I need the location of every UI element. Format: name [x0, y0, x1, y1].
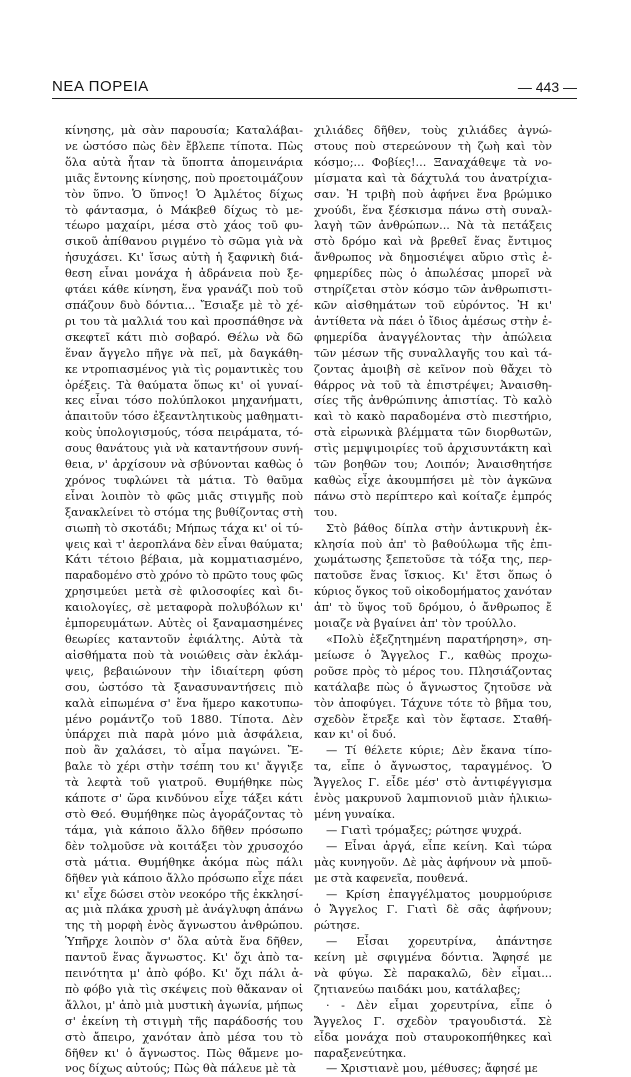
text-line: δὲν τολμοῦσε νὰ κοιτάξει τὸν χρυσοχόο [65, 839, 303, 853]
text-line: φτάει κάθε κίνηση, ἕνα γρανάζι ποὺ τοῦ [65, 283, 303, 297]
text-line: ἐμπορευμάτων. Αὐτὲς οἱ ξαναμασημένες [65, 617, 303, 631]
text-line: νος δίχως αὐτούς; Πὼς θὰ πάλευε μὲ τὰ [65, 1062, 297, 1076]
text-line: σαν. Ἡ τριβὴ ποὺ ἀφήνει ἕνα βρώμικο [314, 187, 552, 201]
text-line: ζητιανεύω παιδάκι μου, κατάλαβες; [314, 982, 521, 996]
text-line: — Εἶσαι χορευτρίνα, ἀπάντησε [326, 935, 552, 949]
text-line: ἑνὸς μακρυνοῦ λαμπιονιοῦ μιὰν ἠλικιω- [314, 792, 552, 806]
text-line: ἡσυχάσει. Κι' ἴσως αὐτὴ ἡ ξαφνικὴ διά- [65, 251, 303, 265]
text-line: ὀρέξεις. Τὰ θαύματα ὅπως κι' οἱ γυναί- [65, 378, 303, 392]
text-line: ποὺ ἂν χαλάσει, τὸ αἷμα παγώνει. Ἔ- [65, 744, 303, 758]
text-line: κι' εἶχε δώσει στὸν νεοκόρο τῆς ἐκκλησί- [65, 887, 303, 901]
text-line: Ἄγγελος Γ. εἶδε μέσ' στὸ ἀντιφέγγισμα [314, 776, 552, 790]
text-line: σικοῦ ἀπίθανου ριγμένο τὸ σῶμα γιὰ νὰ [65, 235, 303, 249]
text-line: στὶς μεμψιμοιρίες τοῦ ἀρχισυντάκτη καὶ [314, 442, 552, 456]
text-line: Ἄγγελος Γ. σχεδὸν τραγουδιστά. Σὲ [314, 1014, 552, 1028]
text-line: φημερίδες πὼς ὁ ἀπωλέσας μπορεῖ νὰ [314, 267, 552, 281]
text-line: ρώτησε. [314, 919, 361, 933]
text-line: καὶ τὸ κακὸ παραδομένα στὸ πιεστήριο, [314, 410, 552, 424]
text-line: «Πολὺ ἐξεζητημένη παρατήρηση», ση- [326, 633, 552, 646]
text-line: ἕναν ἄγγελο πῆγε νὰ πεῖ, μὰ δαγκάθη- [65, 346, 303, 360]
text-line: νε ὡστόσο πὼς δὲν ἔβλεπε τίποτα. Πὼς [65, 139, 303, 153]
text-line: μένο ρομάντζο τοῦ 1880. Τίποτα. Δὲν [65, 712, 303, 726]
text-line: στὰ μάτια. Θυμήθηκε ἀκόμα πὼς πάλι [65, 855, 303, 869]
text-line: Ὑπῆρχε λοιπὸν σ' ὅλα αὐτὰ ἕνα δῆθεν, [65, 935, 303, 949]
text-line: πεινότητα μ' ἀπὸ φόβο. Κι' ὄχι πάλι ἀ- [65, 967, 303, 981]
text-line: σκεφτεῖ κάτι πιὸ σοβαρό. Θέλω νὰ δῶ [65, 330, 303, 344]
text-line: της τὴ μορφὴ ἑνὸς ἄγνωστου ἀνθρώπου. [65, 919, 303, 933]
text-line: κίνησης, μὰ σὰν παρουσία; Καταλάβαι- [65, 124, 303, 137]
text-line: χρησιμεύει μετὰ σὲ φιλοσοφίες καὶ δι- [65, 585, 303, 599]
text-line: ξανακλείνει τὸ στόμα της βυθίζοντας στὴ [65, 505, 303, 519]
text-line: ας μιὰ πλάκα χρυσὴ μὲ ἀνάγλυφη ἀπάνω [65, 903, 303, 917]
text-line: ἄνθρωπος νὰ δημοσιέψει αὔριο στὶς ἐ- [314, 251, 552, 265]
text-line: πάνω στὸ περίπτερο καὶ κοίταζε ἐμπρός [314, 489, 552, 503]
text-line: — Εἶναι ἀργά, εἶπε κείνη. Καὶ τώρα [326, 839, 552, 853]
text-line: σίες τῆς ἀνθρώπινης ἀπιστίας. Τὸ καλὸ [314, 394, 552, 408]
text-line: στηρίζεται στὸν κόσμο τῶν ἀνθρωπιστι- [314, 283, 552, 297]
text-line: χρόνος τυφλώνει τὰ μάτια. Τὸ θαῦμα [65, 473, 303, 487]
text-line: χιλιάδες δῆθεν, τοὺς χιλιάδες ἀγνώ- [314, 124, 552, 137]
text-line: πατοῦσε ἕνας ἴσκιος. Κι' ἔτσι ὅπως ὁ [314, 569, 552, 583]
text-line: ἀπ' τὸ ὕψος τοῦ δρόμου, ὁ ἄνθρωπος ἔ [314, 601, 552, 615]
journal-title: ΝΕΑ ΠΟΡΕΙΑ [52, 78, 149, 95]
text-line: εἶναι λοιπὸν τὸ φῶς μιᾶς στιγμῆς ποὺ [65, 489, 303, 503]
text-line: κλησία ποὺ ἀπ' τὸ βαθούλωμα τῆς ἐπι- [314, 537, 552, 551]
text-line: φημερίδα ἀναγγέλοντας τὴν ἀπώλεια [314, 330, 552, 344]
text-line: — Τί θέλετε κύριε; Δὲν ἔκανα τίπο- [326, 744, 552, 758]
text-line: ἀντίθετα νὰ πάει ὁ ἴδιος ἀμέσως στὴν ἐ- [314, 314, 552, 328]
text-line: καν κι' οἱ δυό. [314, 728, 397, 742]
text-line: ζοντας ἀμοιβὴ σὲ κεῖνον ποὺ θἄχει τὸ [314, 362, 552, 376]
text-line: με στὰ καφενεῖα, πουθενά. [314, 871, 469, 885]
text-line: θεια, ν' ἀρχίσουν νὰ σβύνονται καθὼς ὁ [65, 458, 303, 472]
text-line: τῶν βοηθῶν του; Λοιπόν; Ἀναισθητήσε [314, 458, 552, 472]
text-line: μιᾶς ἔντονης κίνησης, ποὺ προετοιμάζουν [65, 171, 303, 185]
text-line: στὸ Θεό. Θυμήθηκε πὼς ἀγοράζοντας τὸ [65, 807, 303, 821]
text-line: μοιαζε νὰ βγαίνει ἀπ' τὸν τρούλλο. [314, 617, 517, 631]
text-line: μὰς κυνηγοῦν. Δὲ μὰς ἀφήνουν νὰ μποῦ- [314, 855, 552, 869]
running-header [52, 76, 577, 99]
text-line: τὸ φάντασμα, ὁ Μάκβεθ δίχως τὸ με- [65, 203, 303, 217]
text-line: πὸ φόβο γιὰ τὶς σκέψεις ποὺ θἄκαναν οἱ [65, 982, 303, 996]
text-column-left [65, 123, 303, 1077]
text-line: Στὸ βάθος δίπλα στὴν ἀντικρυνὴ ἐκ- [326, 521, 552, 535]
text-line: τέωρο μαχαίρι, μέσα στὸ χάος τοῦ φυ- [65, 219, 303, 233]
text-line: ρι του τὰ μαλλιά του καὶ προσπάθησε νὰ [65, 314, 303, 328]
text-line: κόσμο;... Φοβίες!... Ξαναχάθεψε τὰ νο- [314, 155, 552, 169]
text-line: χνούδι, ἕνα ξέσκισμα πάνω στὴ συναλ- [314, 203, 552, 217]
text-line: δῆθεν γιὰ κάποιο ἄλλο πρόσωπο εἶχε πάει [65, 871, 303, 885]
text-line: θεση εἶναι μονάχα ἡ ἀδράνεια ποὺ ξε- [65, 267, 303, 281]
text-line: μίσματα καὶ τὰ δάχτυλά του ἀνατρίχια- [314, 171, 552, 185]
text-line: νὰ φύγω. Σὲ παρακαλῶ, δὲν εἶμαι... [314, 967, 552, 981]
text-line: · - Δὲν εἶμαι χορευτρίνα, εἶπε ὁ [326, 998, 552, 1012]
text-line: — Γιατὶ τρόμαξες; ρώτησε ψυχρά. [326, 823, 522, 837]
text-line: εἶδα μονάχα ποὺ σταυροκοπήθηκες καὶ [314, 1030, 552, 1044]
text-line: — Χριστιανὲ μου, μέθυσες; ἄφησέ με [326, 1062, 538, 1076]
text-line: τὰ λεφτὰ τοῦ γιατροῦ. Θυμήθηκε πὼς [65, 776, 303, 790]
text-column-right [314, 123, 552, 1077]
text-line: στους ποὺ στερεώνουν τὴ ζωὴ καὶ τὸν [314, 139, 552, 153]
text-line: μείωσε ὁ Ἄγγελος Γ., καθὼς προχω- [314, 648, 552, 662]
text-line: τὸν ὕπνο. Ὁ ὕπνος! Ὁ Ἀμλέτος δίχως [65, 187, 303, 201]
text-line: θάρρος νὰ τοῦ τὰ ἐπιστρέψει; Ἀναισθη- [314, 378, 552, 392]
text-line: — Κρίση ἐπαγγέλματος μουρμούρισε [326, 887, 552, 901]
text-line: λαγὴ τῶν ἀνθρώπων... Νὰ τὰ πετάξεις [314, 219, 552, 233]
text-line: σους θανάτους γιὰ νὰ καταντήσουν συνή- [65, 442, 303, 456]
text-line: κε ντροπιασμένος γιὰ τὶς ρομαντικὲς του [65, 362, 303, 376]
text-line: ροῦσε πρὸς τὸ μέρος του. Πλησιάζοντας [314, 664, 552, 678]
text-line: δῆθεν κι' ὁ ἄγνωστος. Πὼς θἄμενε μο- [65, 1046, 303, 1060]
text-line: τάμα, γιὰ κάποιο ἄλλο δῆθεν πρόσωπο [65, 823, 303, 837]
text-line: σπάζουν δυὸ δόντια... Ἔσιαξε μὲ τὸ χέ- [65, 298, 303, 312]
text-line: στὰ εἰρωνικὰ βλέμματα τῶν διορθωτῶν, [314, 426, 552, 440]
text-line: καιολογίες, σὲ μεταφορὰ πολυβόλων κι' [65, 601, 303, 615]
text-line: καλὰ εἰπωμένα σ' ἕνα ἥμερο κακοτυπω- [65, 696, 303, 710]
text-line: κύριος ὄγκος τοῦ οἰκοδομήματος χανόταν [314, 585, 552, 599]
text-line: βαλε τὸ χέρι στὴν τσέπη του κι' ἄγγιξε [65, 760, 303, 774]
text-line: του. [314, 505, 338, 519]
text-line: ψεις καὶ τ' ἀεροπλάνα δὲν εἶναι θαύματα; [65, 537, 303, 551]
text-line: χωμάτωσης ξεπετοῦσε τὰ τόξα της, περ- [314, 553, 552, 567]
text-line: παντοῦ ἕνας ἄγνωστος. Κι' ὄχι ἀπὸ τα- [65, 951, 303, 965]
page-number: — 443 — [517, 79, 577, 95]
text-line: κείνη μὲ σφιγμένα δόντια. Ἄφησέ με [314, 951, 552, 965]
text-line: ὅλα αὐτὰ ἦταν τὰ ὕποπτα ἀπομεινάρια [65, 155, 303, 169]
text-line: αἰσθήματα ποὺ τὰ νοιώθεις σὰν ἐκλάμ- [65, 648, 303, 662]
text-line: κάποτε σ' ὥρα κινδύνου εἶχε τάξει κάτι [65, 792, 303, 806]
text-line: ψεις, βεβαιώνουν τὴν ἰδιαίτερη φύση [65, 664, 303, 678]
text-line: κατάλαβε πὼς ὁ ἄγνωστος ζητοῦσε νὰ [314, 680, 552, 694]
text-line: κῶν αἰσθημάτων τοῦ εὑρόντος. Ἡ κι' [314, 298, 552, 312]
text-line: παραξενεύτηκα. [314, 1046, 407, 1060]
text-line: σ' ἐκείνη τὴ στιγμὴ τῆς παράδοσής του [65, 1014, 303, 1028]
text-line: τὸν ἀποφύγει. Τάχυνε τότε τὸ βῆμα του, [314, 696, 552, 710]
text-line: ὑπάρχει πιὰ παρὰ μόνο μιὰ ἀσφάλεια, [65, 728, 303, 742]
text-line: κες εἶναι τόσο πολύπλοκοι μηχανήματι, [65, 394, 303, 408]
text-line: τα, εἶπε ὁ ἄγνωστος, ταραγμένος. Ὁ [314, 760, 552, 774]
text-line: καθὼς εἶχε ἀκουμπήσει μὲ τὸν ἀγκῶνα [314, 473, 552, 487]
text-line: Κάτι τέτοιο βέβαια, μὰ κομματιασμένο, [65, 553, 303, 567]
text-line: ἄλλοι, μ' ἀπὸ μιὰ μυστικὴ ἀγωνία, μήπως [65, 998, 303, 1012]
text-line: θεωρίες καταντοῦν ἐφιάλτης. Αὐτὰ τὰ [65, 633, 303, 646]
text-line: σχεδὸν ἔτρεξε καὶ τὸν ἔφτασε. Σταθή- [314, 712, 552, 726]
text-line: ἀπαιτοῦν τόσο ἐξεαντλητικοὺς μαθηματι- [65, 410, 303, 424]
text-line: σου, ὡστόσο τὰ ξανασυναντήσεις πιὸ [65, 680, 303, 694]
text-line: σιωπὴ τὸ σκοτάδι; Μήπως τάχα κι' οἱ τύ- [65, 521, 303, 535]
text-line: στὸ ἄπειρο, χανόταν ἀπὸ μέσα του τὸ [65, 1030, 303, 1044]
text-line: παραδομένο στὸ χρόνο τὸ πρῶτο τους φῶς [65, 569, 303, 583]
text-line: κοὺς ὑπολογισμούς, τόσα πειράματα, τό- [65, 426, 303, 440]
text-line: ὁ Ἄγγελος Γ. Γιατὶ δὲ σᾶς ἀφήνουν; [314, 903, 552, 917]
text-line: μένη γυναίκα. [314, 807, 396, 821]
text-line: στὸ δρόμο καὶ νὰ βρεθεῖ ἕνας ἔντιμος [314, 235, 552, 249]
text-line: τῶν μέσων τῆς συναλλαγῆς του καὶ τά- [314, 346, 552, 360]
